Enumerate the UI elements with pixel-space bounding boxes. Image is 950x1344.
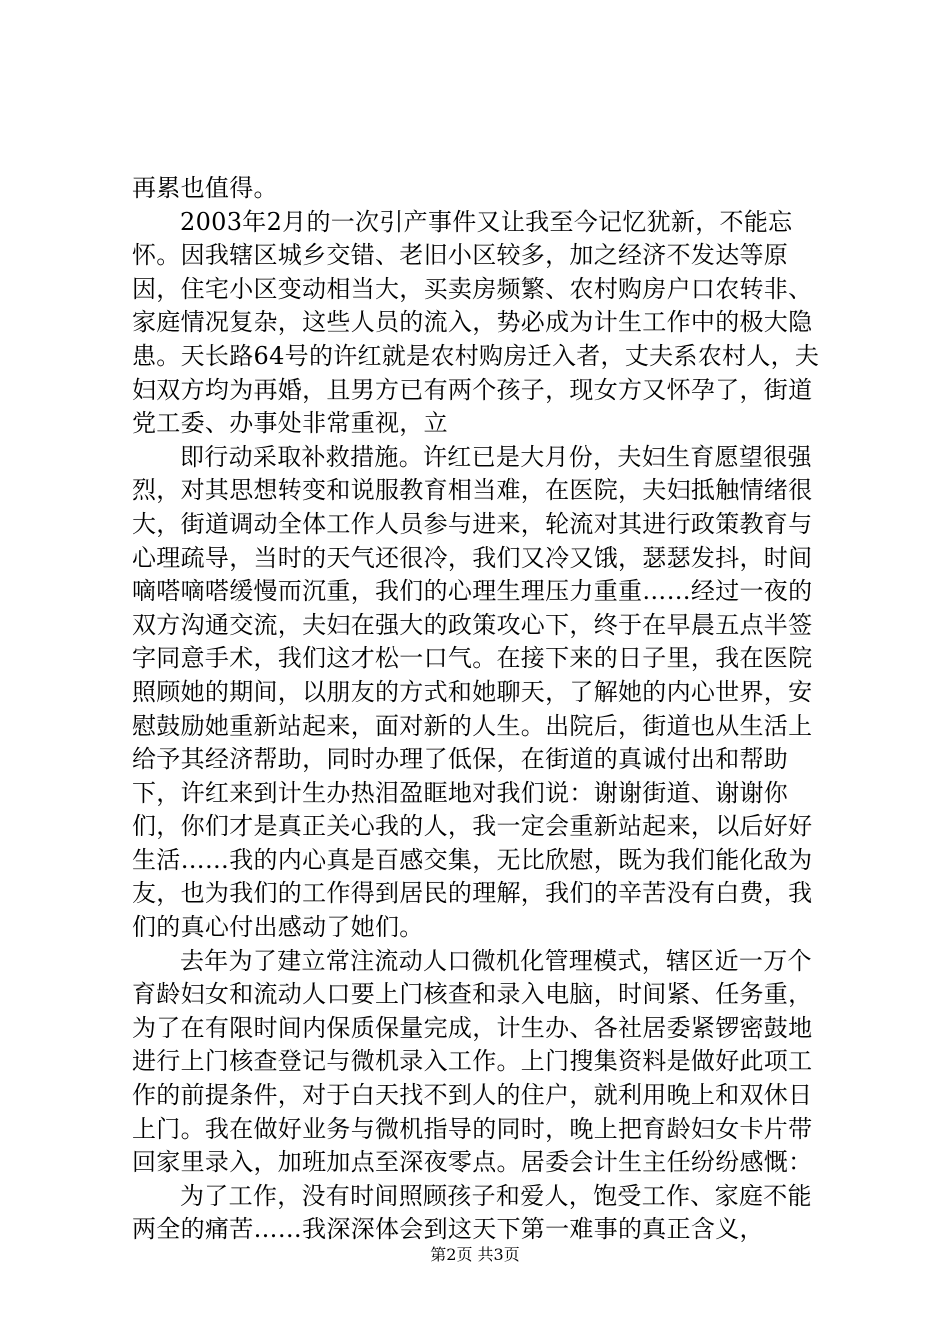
page-number-label: 第2页 共3页 (430, 1245, 520, 1264)
paragraph-4: 去年为了建立常注流动人口微机化管理模式，辖区近一万个育龄妇女和流动人口要上门核查和录入电脑，时间紧、任务重，为了在有限时间内保质保量完成，计生办、各社居委紧锣密鼓地进行上门核查登记与微机录入工作。上门搜集资料是做好此项工作的前提条件，对于白天找不到人的住户，就利用晚上和双休日上门。我在做好业务与微机指导的同时，晚上把育龄妇女卡片带回家里录入，加班加点至深夜零点。居委会计生主任纷纷感慨： (132, 946, 813, 1177)
paragraph-5: 为了工作，没有时间照顾孩子和爱人，饱受工作、家庭不能两全的痛苦……我深深体会到这天下第一难事的真正含义， (132, 1181, 812, 1244)
paragraph-2: 2003年2月的一次引产事件又让我至今记忆犹新，不能忘怀。因我辖区城乡交错、老旧小区较多，加之经济不发达等原因，住宅小区变动相当大，买卖房频繁、农村购房户口农转非、家庭情况复杂，这些人员的流入，势必成为计生工作中的极大隐患。天长路64号的许红就是农村购房迁入者，丈夫系农村人，夫妇双方均为再婚，且男方已有两个孩子，现女方又怀孕了，街道党工委、办事处非常重视，立 (132, 207, 820, 438)
paragraph-3: 即行动采取补救措施。许红已是大月份，夫妇生育愿望很强烈，对其思想转变和说服教育相当难，在医院，夫妇抵触情绪很大，街道调动全体工作人员参与进来，轮流对其进行政策教育与心理疏导，当时的天气还很冷，我们又冷又饿，瑟瑟发抖，时间嘀嗒嘀嗒缓慢而沉重，我们的心理生理压力重重……经过一夜的双方沟通交流，夫妇在强大的政策攻心下，终于在早晨五点半签字同意手术，我们这才松一口气。在接下来的日子里，我在医院照顾她的期间，以朋友的方式和她聊天，了解她的内心世界，安慰鼓励她重新站起来，面对新的人生。出院后，街道也从生活上给予其经济帮助，同时办理了低保，在街道的真诚付出和帮助下，许红来到计生办热泪盈眶地对我们说：谢谢街道、谢谢你们，你们才是真正关心我的人，我一定会重新站起来，以后好好生活……我的内心真是百感交集，无比欣慰，既为我们能化敌为友，也为我们的工作得到居民的理解，我们的辛苦没有白费，我们的真心付出感动了她们。 (132, 442, 813, 942)
document-body (132, 172, 832, 1247)
page-footer (0, 1245, 950, 1265)
paragraph-1: 再累也值得。 (132, 174, 278, 202)
